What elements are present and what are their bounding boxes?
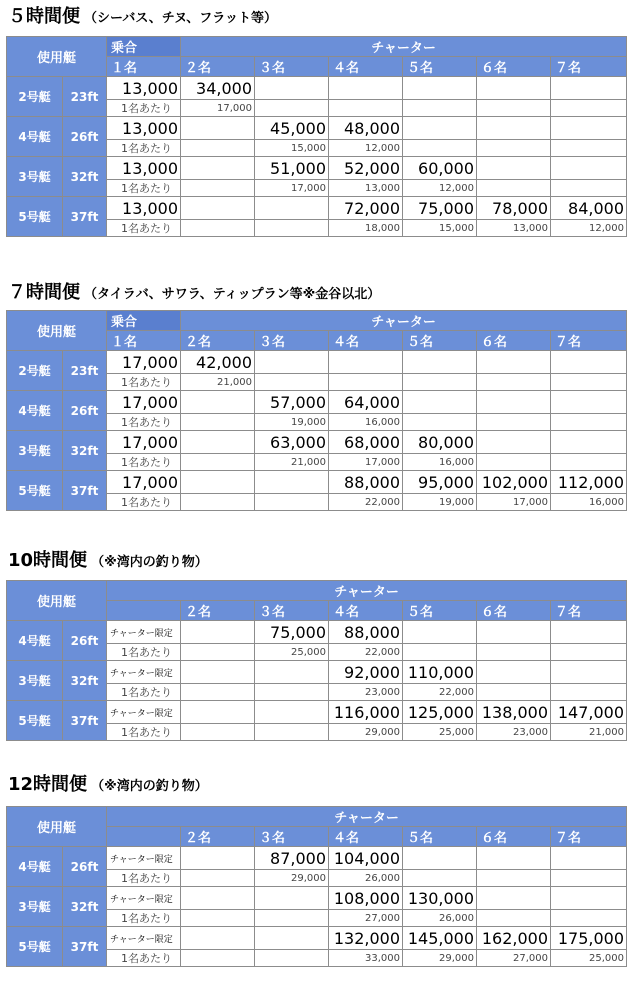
per-person-cell [181, 180, 255, 197]
price-cell: 116,000 [329, 701, 403, 724]
per-person-cell [329, 100, 403, 117]
col-header-2p: ２名 [181, 601, 255, 621]
per-person-label: 1名あたり [107, 870, 181, 887]
col-header-5p: ５名 [403, 601, 477, 621]
per-person-cell [181, 684, 255, 701]
per-person-cell: 17,000 [477, 494, 551, 511]
price-cell [551, 847, 627, 870]
col-header-boat: 使用艇 [7, 581, 107, 621]
boat-name: 3号艇 [7, 661, 63, 701]
price-cell [477, 77, 551, 100]
per-person-label: 1名あたり [107, 684, 181, 701]
col-header-charter: チャーター [181, 311, 627, 331]
price-cell [403, 77, 477, 100]
per-person-cell [255, 220, 329, 237]
per-person-cell: 23,000 [477, 724, 551, 741]
price-cell: 64,000 [329, 391, 403, 414]
table-row [7, 621, 627, 644]
per-person-label: 1名あたり [107, 724, 181, 741]
col-header-3p: ３名 [255, 57, 329, 77]
col-header-6p: ６名 [477, 601, 551, 621]
price-cell: 88,000 [329, 621, 403, 644]
col-header-6p: ６名 [477, 827, 551, 847]
price-table-12h [6, 806, 627, 967]
per-person-cell [551, 644, 627, 661]
per-person-cell [181, 414, 255, 431]
col-header-empty [107, 601, 181, 621]
per-person-cell: 13,000 [329, 180, 403, 197]
price-cell: 57,000 [255, 391, 329, 414]
boat-name: 3号艇 [7, 887, 63, 927]
per-person-cell [181, 870, 255, 887]
per-person-cell: 33,000 [329, 950, 403, 967]
boat-length: 37ft [63, 701, 107, 741]
per-person-cell: 26,000 [403, 910, 477, 927]
price-cell: 145,000 [403, 927, 477, 950]
price-cell [551, 661, 627, 684]
per-person-cell [403, 100, 477, 117]
price-cell [403, 351, 477, 374]
table-row [7, 197, 627, 220]
per-person-cell: 16,000 [329, 414, 403, 431]
price-cell: 34,000 [181, 77, 255, 100]
per-person-cell [181, 910, 255, 927]
price-cell: 45,000 [255, 117, 329, 140]
price-cell [181, 701, 255, 724]
price-cell [551, 157, 627, 180]
per-person-cell: 29,000 [403, 950, 477, 967]
per-person-cell [477, 684, 551, 701]
col-header-5p: ５名 [403, 331, 477, 351]
col-header-charter: チャーター [107, 581, 627, 601]
col-header-6p: ６名 [477, 331, 551, 351]
per-person-label: 1名あたり [107, 220, 181, 237]
price-cell [477, 621, 551, 644]
price-cell: 147,000 [551, 701, 627, 724]
price-cell [255, 701, 329, 724]
price-cell [477, 661, 551, 684]
boat-length: 37ft [63, 927, 107, 967]
col-header-5p: ５名 [403, 827, 477, 847]
boat-name: 5号艇 [7, 197, 63, 237]
price-cell [255, 197, 329, 220]
col-header-3p: ３名 [255, 827, 329, 847]
price-cell: 175,000 [551, 927, 627, 950]
col-header-1p: １名 [107, 331, 181, 351]
price-cell: 13,000 [107, 77, 181, 100]
price-cell: 63,000 [255, 431, 329, 454]
boat-name: 3号艇 [7, 431, 63, 471]
per-person-cell: 26,000 [329, 870, 403, 887]
per-person-cell [255, 684, 329, 701]
price-cell [551, 77, 627, 100]
price-cell: 60,000 [403, 157, 477, 180]
price-cell: 17,000 [107, 351, 181, 374]
per-person-cell: 19,000 [255, 414, 329, 431]
price-cell [403, 391, 477, 414]
price-cell: 75,000 [403, 197, 477, 220]
price-cell: 104,000 [329, 847, 403, 870]
boat-length: 37ft [63, 471, 107, 511]
price-cell [181, 197, 255, 220]
per-person-cell [551, 910, 627, 927]
per-person-cell [551, 684, 627, 701]
per-person-cell: 15,000 [403, 220, 477, 237]
price-cell [181, 157, 255, 180]
per-person-cell [551, 454, 627, 471]
per-person-cell: 15,000 [255, 140, 329, 157]
price-cell: 110,000 [403, 661, 477, 684]
per-person-cell: 25,000 [255, 644, 329, 661]
price-table-5h [6, 36, 627, 237]
boat-length: 26ft [63, 621, 107, 661]
section-title-12h: 12時間便 （※湾内の釣り物） [8, 774, 208, 795]
price-cell: 88,000 [329, 471, 403, 494]
per-person-cell [181, 724, 255, 741]
col-header-4p: ４名 [329, 57, 403, 77]
boat-name: 5号艇 [7, 927, 63, 967]
col-header-boat: 使用艇 [7, 311, 107, 351]
section-title-7h: ７時間便 （タイラバ、サワラ、ティップラン等※金谷以北） [8, 282, 381, 303]
per-person-cell: 16,000 [551, 494, 627, 511]
col-header-empty [107, 827, 181, 847]
price-cell: 132,000 [329, 927, 403, 950]
per-person-cell: 22,000 [329, 494, 403, 511]
boat-length: 26ft [63, 391, 107, 431]
col-header-6p: ６名 [477, 57, 551, 77]
boat-name: 4号艇 [7, 621, 63, 661]
table-row [7, 847, 627, 870]
table-row [7, 431, 627, 454]
boat-length: 32ft [63, 661, 107, 701]
table-row [7, 471, 627, 494]
price-cell [181, 431, 255, 454]
price-cell [477, 391, 551, 414]
per-person-cell [403, 374, 477, 391]
per-person-cell: 17,000 [181, 100, 255, 117]
per-person-label: 1名あたり [107, 180, 181, 197]
price-cell [181, 471, 255, 494]
table-row [7, 887, 627, 910]
per-person-cell: 25,000 [551, 950, 627, 967]
charter-only-label: チャーター限定 [107, 701, 181, 724]
boat-length: 26ft [63, 117, 107, 157]
price-cell [255, 887, 329, 910]
col-header-charter: チャーター [181, 37, 627, 57]
price-cell: 92,000 [329, 661, 403, 684]
price-cell: 48,000 [329, 117, 403, 140]
boat-name: 2号艇 [7, 77, 63, 117]
price-cell [181, 661, 255, 684]
per-person-cell: 25,000 [403, 724, 477, 741]
price-cell [255, 77, 329, 100]
per-person-label: 1名あたり [107, 910, 181, 927]
price-cell [255, 927, 329, 950]
price-cell [551, 391, 627, 414]
per-person-cell [255, 100, 329, 117]
table-row [7, 157, 627, 180]
charter-only-label: チャーター限定 [107, 887, 181, 910]
col-header-share: 乗合 [107, 37, 181, 57]
per-person-cell: 29,000 [329, 724, 403, 741]
per-person-cell [255, 950, 329, 967]
per-person-label: 1名あたり [107, 494, 181, 511]
price-cell: 17,000 [107, 391, 181, 414]
per-person-cell: 22,000 [403, 684, 477, 701]
col-header-3p: ３名 [255, 331, 329, 351]
price-cell [181, 621, 255, 644]
col-header-4p: ４名 [329, 827, 403, 847]
per-person-cell [477, 100, 551, 117]
per-person-cell [181, 494, 255, 511]
per-person-cell [255, 724, 329, 741]
col-header-charter: チャーター [107, 807, 627, 827]
per-person-cell [181, 644, 255, 661]
col-header-share: 乗合 [107, 311, 181, 331]
price-cell: 13,000 [107, 117, 181, 140]
col-header-7p: ７名 [551, 827, 627, 847]
per-person-cell: 29,000 [255, 870, 329, 887]
price-cell: 95,000 [403, 471, 477, 494]
per-person-label: 1名あたり [107, 950, 181, 967]
per-person-cell [551, 100, 627, 117]
per-person-cell: 16,000 [403, 454, 477, 471]
price-cell [551, 887, 627, 910]
price-cell [551, 117, 627, 140]
per-person-cell [477, 414, 551, 431]
col-header-5p: ５名 [403, 57, 477, 77]
price-cell: 17,000 [107, 471, 181, 494]
per-person-cell [403, 140, 477, 157]
price-cell [329, 351, 403, 374]
per-person-label: 1名あたり [107, 140, 181, 157]
per-person-cell [477, 374, 551, 391]
charter-only-label: チャーター限定 [107, 847, 181, 870]
per-person-label: 1名あたり [107, 414, 181, 431]
price-cell [181, 847, 255, 870]
price-cell [551, 431, 627, 454]
per-person-cell [181, 950, 255, 967]
per-person-label: 1名あたり [107, 644, 181, 661]
per-person-cell: 21,000 [255, 454, 329, 471]
boat-length: 32ft [63, 431, 107, 471]
per-person-cell: 22,000 [329, 644, 403, 661]
per-person-cell: 19,000 [403, 494, 477, 511]
per-person-cell [181, 454, 255, 471]
col-header-2p: ２名 [181, 57, 255, 77]
boat-name: 4号艇 [7, 391, 63, 431]
per-person-cell: 12,000 [403, 180, 477, 197]
per-person-cell [477, 180, 551, 197]
price-cell [181, 391, 255, 414]
per-person-cell [477, 454, 551, 471]
price-cell [477, 431, 551, 454]
col-header-7p: ７名 [551, 331, 627, 351]
per-person-cell: 13,000 [477, 220, 551, 237]
per-person-cell [403, 644, 477, 661]
per-person-cell: 17,000 [329, 454, 403, 471]
per-person-cell: 21,000 [181, 374, 255, 391]
price-cell: 87,000 [255, 847, 329, 870]
boat-length: 32ft [63, 887, 107, 927]
per-person-cell [477, 910, 551, 927]
boat-length: 32ft [63, 157, 107, 197]
per-person-cell [477, 644, 551, 661]
per-person-cell: 23,000 [329, 684, 403, 701]
per-person-cell: 17,000 [255, 180, 329, 197]
price-cell [403, 847, 477, 870]
per-person-cell [255, 910, 329, 927]
price-table-7h [6, 310, 627, 511]
per-person-cell [551, 140, 627, 157]
per-person-cell [403, 870, 477, 887]
table-row [7, 391, 627, 414]
per-person-cell [551, 374, 627, 391]
charter-only-label: チャーター限定 [107, 661, 181, 684]
per-person-cell [255, 374, 329, 391]
price-cell [477, 117, 551, 140]
price-cell: 13,000 [107, 197, 181, 220]
per-person-cell [551, 414, 627, 431]
boat-name: 4号艇 [7, 117, 63, 157]
price-cell: 68,000 [329, 431, 403, 454]
price-cell: 51,000 [255, 157, 329, 180]
per-person-cell: 21,000 [551, 724, 627, 741]
col-header-4p: ４名 [329, 601, 403, 621]
col-header-7p: ７名 [551, 601, 627, 621]
per-person-cell [551, 870, 627, 887]
charter-only-label: チャーター限定 [107, 927, 181, 950]
section-title-5h: ５時間便 （シーバス、チヌ、フラット等） [8, 6, 278, 27]
price-cell: 80,000 [403, 431, 477, 454]
table-row [7, 77, 627, 100]
price-cell [477, 351, 551, 374]
per-person-cell [551, 180, 627, 197]
col-header-1p: １名 [107, 57, 181, 77]
price-cell [551, 351, 627, 374]
price-cell [329, 77, 403, 100]
per-person-label: 1名あたり [107, 454, 181, 471]
table-row [7, 701, 627, 724]
per-person-cell: 27,000 [329, 910, 403, 927]
price-cell [181, 117, 255, 140]
price-cell: 84,000 [551, 197, 627, 220]
price-cell: 13,000 [107, 157, 181, 180]
price-cell [551, 621, 627, 644]
boat-name: 4号艇 [7, 847, 63, 887]
col-header-4p: ４名 [329, 331, 403, 351]
price-cell: 162,000 [477, 927, 551, 950]
price-cell [255, 351, 329, 374]
price-cell: 75,000 [255, 621, 329, 644]
price-cell [477, 887, 551, 910]
table-row [7, 117, 627, 140]
per-person-cell: 27,000 [477, 950, 551, 967]
col-header-boat: 使用艇 [7, 807, 107, 847]
price-cell [181, 927, 255, 950]
price-cell: 72,000 [329, 197, 403, 220]
charter-only-label: チャーター限定 [107, 621, 181, 644]
boat-length: 23ft [63, 351, 107, 391]
boat-name: 5号艇 [7, 471, 63, 511]
col-header-2p: ２名 [181, 331, 255, 351]
price-cell: 125,000 [403, 701, 477, 724]
boat-length: 37ft [63, 197, 107, 237]
per-person-cell: 18,000 [329, 220, 403, 237]
price-cell: 138,000 [477, 701, 551, 724]
price-cell [255, 471, 329, 494]
price-cell: 108,000 [329, 887, 403, 910]
price-cell: 112,000 [551, 471, 627, 494]
price-cell [403, 621, 477, 644]
price-cell [477, 847, 551, 870]
per-person-cell [477, 870, 551, 887]
col-header-7p: ７名 [551, 57, 627, 77]
price-table-10h [6, 580, 627, 741]
per-person-cell: 12,000 [551, 220, 627, 237]
boat-name: 5号艇 [7, 701, 63, 741]
per-person-label: 1名あたり [107, 374, 181, 391]
boat-name: 3号艇 [7, 157, 63, 197]
price-cell: 78,000 [477, 197, 551, 220]
per-person-cell [181, 220, 255, 237]
col-header-3p: ３名 [255, 601, 329, 621]
per-person-cell: 12,000 [329, 140, 403, 157]
per-person-cell [403, 414, 477, 431]
boat-length: 26ft [63, 847, 107, 887]
col-header-boat: 使用艇 [7, 37, 107, 77]
price-cell: 42,000 [181, 351, 255, 374]
col-header-2p: ２名 [181, 827, 255, 847]
price-cell: 17,000 [107, 431, 181, 454]
price-cell [255, 661, 329, 684]
price-cell: 130,000 [403, 887, 477, 910]
per-person-cell [181, 140, 255, 157]
per-person-cell [477, 140, 551, 157]
table-row [7, 351, 627, 374]
per-person-label: 1名あたり [107, 100, 181, 117]
table-row [7, 661, 627, 684]
boat-length: 23ft [63, 77, 107, 117]
boat-name: 2号艇 [7, 351, 63, 391]
section-title-10h: 10時間便 （※湾内の釣り物） [8, 550, 208, 571]
price-cell [181, 887, 255, 910]
price-cell: 52,000 [329, 157, 403, 180]
price-cell [477, 157, 551, 180]
per-person-cell [329, 374, 403, 391]
price-cell [403, 117, 477, 140]
per-person-cell [255, 494, 329, 511]
price-cell: 102,000 [477, 471, 551, 494]
table-row [7, 927, 627, 950]
